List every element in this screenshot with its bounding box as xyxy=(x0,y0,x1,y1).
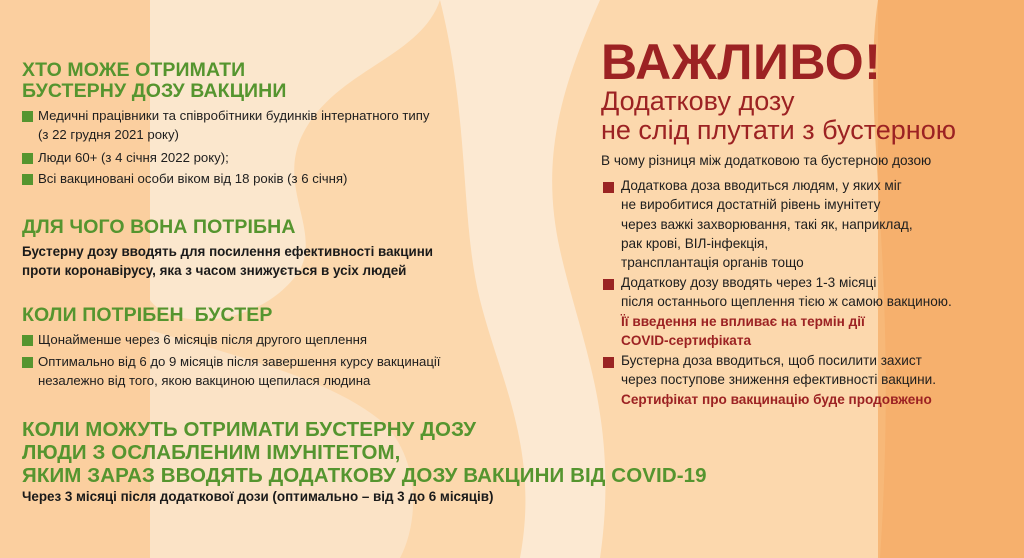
important-subtitle: Додаткову дозу не слід плутати з бустерною xyxy=(601,86,956,145)
red-bullet-icon xyxy=(603,182,614,193)
right-item-1: Додаткова доза вводиться людям, у яких міг не виробитися достатній рівень імунітету через важкі захворювання, такі як, наприклад, рак крові, ВІЛ-інфекція, трансплантація органів тощо xyxy=(621,178,913,271)
section1-item-1: Медичні працівники та співробітники будинків інтернатного типу (з 22 грудня 2021 року) xyxy=(38,108,430,142)
red-bullet-icon xyxy=(603,279,614,290)
green-bullet-icon xyxy=(22,174,33,185)
difference-intro: В чому різниця між додатковою та бустерною дозою xyxy=(601,153,932,168)
right-item-3: Бустерна доза вводиться, щоб посилити захист через поступове зниження ефективності вакцини. Сертифікат про вакцинацію буде продовжено xyxy=(621,353,936,407)
green-bullet-icon xyxy=(22,357,33,368)
section1-item-3: Всі вакциновані особи віком від 18 років (з 6 січня) xyxy=(38,171,348,186)
section2-text: Бустерну дозу вводять для посилення ефективності вакцини проти коронавірусу, яка з часом знижується в усіх людей xyxy=(22,244,434,278)
important-title: ВАЖЛИВО! xyxy=(601,34,882,90)
right-item-2: Додаткову дозу вводять через 1-3 місяці після останнього щеплення тією ж самою вакциною. Її введення не впливає на термін дії COVID-сертифіката xyxy=(621,275,952,348)
section2-title: ДЛЯ ЧОГО ВОНА ПОТРІБНА xyxy=(22,216,296,238)
green-bullet-icon xyxy=(22,153,33,164)
red-bullet-icon xyxy=(603,357,614,368)
section3-item-2: Оптимально від 6 до 9 місяців після завершення курсу вакцинації незалежно від того, якою вакциною щепилася людина xyxy=(38,354,441,388)
section4-title: КОЛИ МОЖУТЬ ОТРИМАТИ БУСТЕРНУ ДОЗУ ЛЮДИ З ОСЛАБЛЕНИМ ІМУНІТЕТОМ, ЯКИМ ЗАРАЗ ВВОДЯТЬ ДОДАТКОВУ ДОЗУ ВАКЦИНИ ВІД COVID-19 xyxy=(22,418,707,487)
section3-item-1: Щонайменше через 6 місяців після другого щеплення xyxy=(38,332,368,347)
section1-title: ХТО МОЖЕ ОТРИМАТИ БУСТЕРНУ ДОЗУ ВАКЦИНИ xyxy=(22,59,287,102)
section4-text: Через 3 місяці після додаткової дози (оптимально – від 3 до 6 місяців) xyxy=(22,489,494,504)
section3-title: КОЛИ ПОТРІБЕН БУСТЕР xyxy=(22,304,273,326)
green-bullet-icon xyxy=(22,335,33,346)
green-bullet-icon xyxy=(22,111,33,122)
section1-item-2: Люди 60+ (з 4 січня 2022 року); xyxy=(38,150,229,165)
